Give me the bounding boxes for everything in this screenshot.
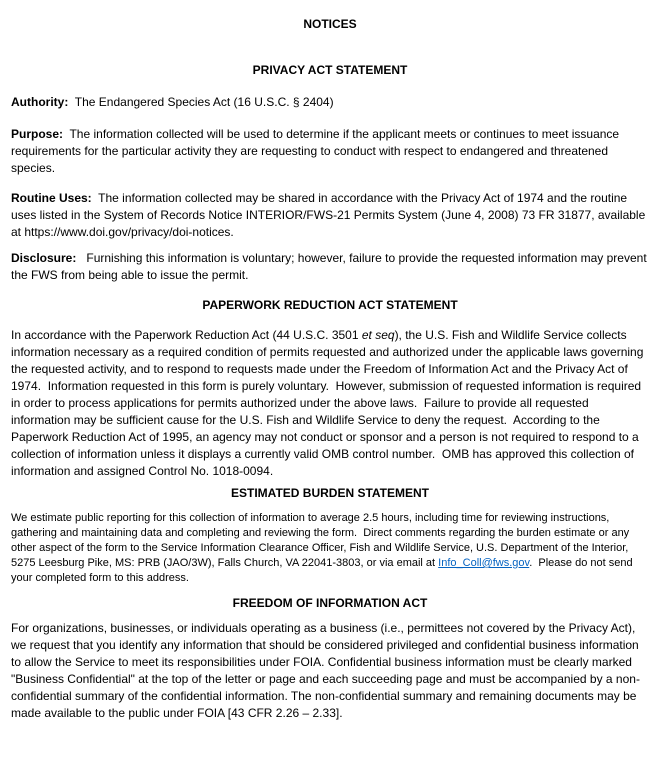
privacy-act-section — [11, 62, 649, 284]
paperwork-reduction-heading: PAPERWORK REDUCTION ACT STATEMENT — [202, 298, 458, 312]
notices-page — [11, 16, 649, 722]
estimated-burden-section — [11, 485, 649, 586]
disclosure-paragraph — [11, 250, 649, 284]
purpose-label: Purpose: — [11, 127, 64, 141]
paperwork-italic-phrase: et seq — [361, 328, 395, 342]
authority-paragraph — [11, 94, 649, 111]
foia-heading: FREEDOM OF INFORMATION ACT — [232, 596, 428, 610]
routine-uses-label: Routine Uses: — [11, 191, 92, 205]
paperwork-text-after-italic: ), the U.S. Fish and Wildlife Service collects information necessary as a required condition of permits requested and authorized under the applicable laws governing the requested activity, and to respond to requests made under the Freedom of Information Act and the Privacy Act of 1974. Information requested in this form is purely voluntary. However, submission of requested information is required in order to process applications for permits authorized under the above laws. Failure to provide all requested information may be sufficient cause for the U.S. Fish and Wildlife Service to deny the request. According to the Paperwork Reduction Act of 1995, an agency may not conduct or sponsor and a person is not required to respond to a collection of information unless it displays a currently valid OMB control number. OMB has approved this collection of information and assigned Control No. 1018-0094. — [11, 328, 647, 478]
routine-uses-paragraph — [11, 190, 649, 241]
paperwork-text-before-italic: In accordance with the Paperwork Reduction Act (44 U.S.C. 3501 — [11, 328, 362, 342]
burden-text-before-link: We estimate public reporting for this collection of information to average 2.5 hours, including time for reviewing instructions, gathering and maintaining data and completing and reviewing the form. Direct comments regarding the burden estimate or any other aspect of the form to the Service Information Clearance Officer, Fish and Wildlife Service, U.S. Department of the Interior, 5275 Leesburg Pike, MS: PRB (JAO/3W), Falls Church, VA 22041-3803, or via email at — [11, 512, 633, 569]
privacy-act-heading: PRIVACY ACT STATEMENT — [252, 63, 408, 77]
email-link[interactable]: Info_Coll@fws.gov — [438, 557, 530, 569]
burden-text-after-link: . Please do not send your completed form to this address. — [11, 557, 636, 584]
foia-paragraph: For organizations, businesses, or individuals operating as a business (i.e., permittees not covered by the Privacy Act), we request that you identify any information that should be considered privileged and confidential business information to allow the Service to meet its responsibilities under FOIA. Confidential business information must be clearly marked "Business Confidential" at the top of the letter or page and each succeeding page and must be accompanied by a non-confidential summary of the confidential information. The non-confidential summary and remaining documents may be made available to the public under FOIA [43 CFR 2.26 – 2.33]. — [11, 621, 643, 720]
paperwork-reduction-section — [11, 297, 649, 480]
page-title: NOTICES — [303, 17, 357, 31]
paperwork-reduction-paragraph — [11, 327, 649, 480]
authority-text: The Endangered Species Act (16 U.S.C. § 2404) — [68, 95, 334, 109]
purpose-text: The information collected will be used to determine if the applicant meets or continues to meet issuance requirements for the particular activity they are requesting to conduct with respect to endangered and threatened species. — [11, 127, 623, 175]
estimated-burden-paragraph — [11, 511, 649, 586]
disclosure-text: Furnishing this information is voluntary; however, failure to provide the requested information may prevent the FWS from being able to issue the permit. — [11, 251, 650, 282]
foia-section — [11, 595, 649, 722]
routine-uses-text: The information collected may be shared in accordance with the Privacy Act of 1974 and the routine uses listed in the System of Records Notice INTERIOR/FWS-21 Permits System (June 4, 2008) 73 FR 31877, available at https://www.doi.gov/privacy/doi-notices. — [11, 191, 649, 239]
estimated-burden-heading: ESTIMATED BURDEN STATEMENT — [231, 486, 429, 500]
authority-label: Authority: — [11, 95, 69, 109]
disclosure-label: Disclosure: — [11, 251, 77, 265]
purpose-paragraph — [11, 126, 649, 177]
